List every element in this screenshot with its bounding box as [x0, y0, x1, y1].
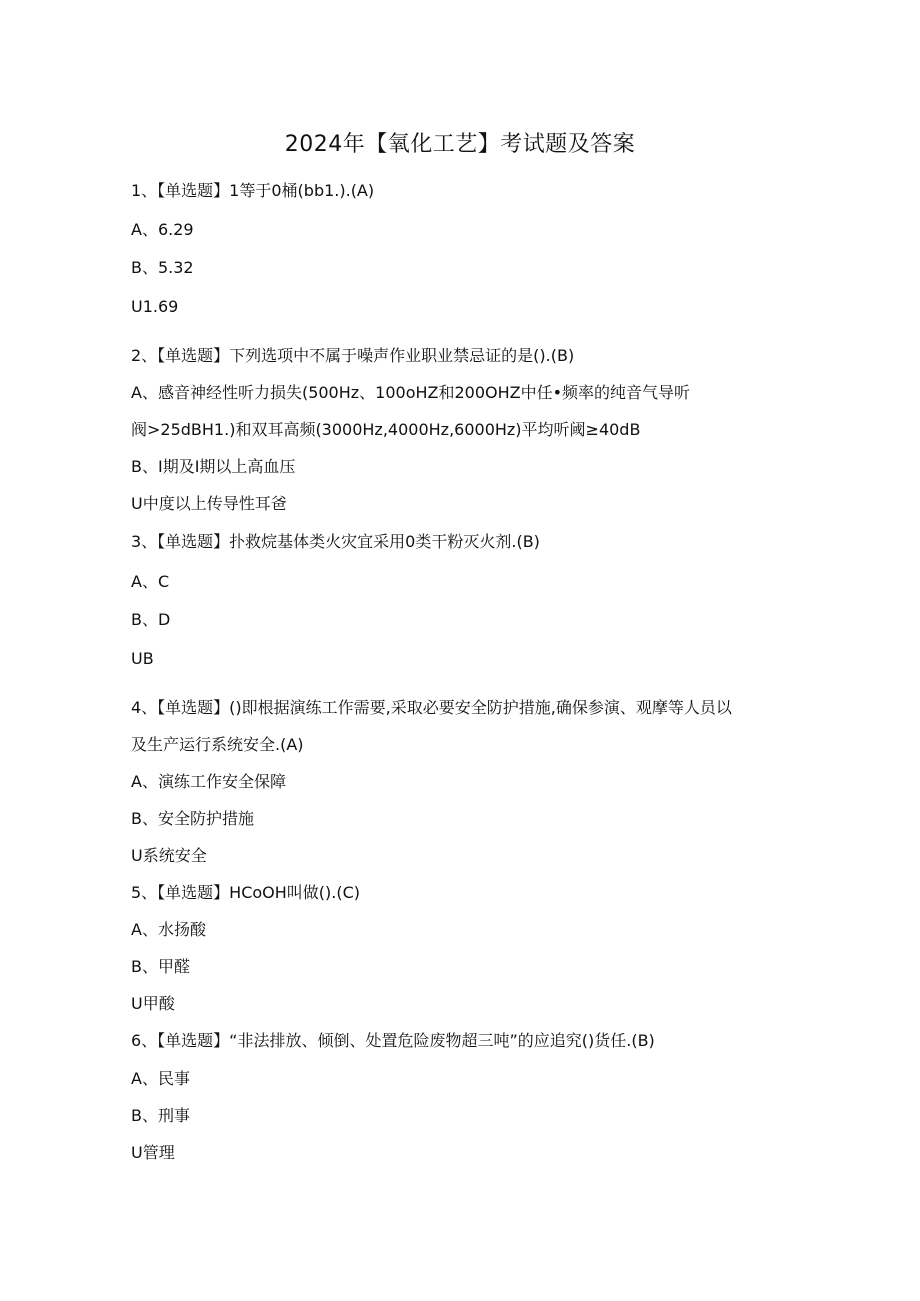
question-2-option-c: U中度以上传导性耳爸 [131, 494, 287, 513]
question-2-option-b: B、I期及I期以上高血压 [131, 457, 296, 476]
question-4-stem-line-1: 4、【单选题】()即根据演练工作需要,采取必要安全防护措施,确保参演、观摩等人员以 [131, 698, 732, 717]
question-6-stem: 6、【单选题】“非法排放、倾倒、处置危险废物超三吨”的应追究()货任.(B) [131, 1031, 655, 1050]
question-5-stem: 5、【单选题】HCoOH叫做().(C) [131, 883, 361, 902]
question-6-option-c: U管理 [131, 1143, 175, 1162]
question-4-option-c: U系统安全 [131, 846, 207, 865]
question-1-option-c: U1.69 [131, 297, 179, 316]
question-2-option-a-line-1: A、感音神经性听力损失(500Hz、100oHZ和200OHZ中任•频率的纯音气导听 [131, 383, 691, 402]
document-title: 2024年【氧化工艺】考试题及答案 [284, 132, 636, 157]
question-1-option-b: B、5.32 [131, 258, 194, 277]
question-4-option-a: A、演练工作安全保障 [131, 772, 286, 791]
question-5-option-c: U甲酸 [131, 994, 175, 1013]
question-2-option-a-line-2: 阀>25dBH1.)和双耳高频(3000Hz,4000Hz,6000Hz)平均听阈≥40dB [131, 420, 641, 439]
question-3-option-a: A、C [131, 572, 170, 591]
question-6-option-a: A、民事 [131, 1069, 190, 1088]
question-3-stem: 3、【单选题】扑救烷基体类火灾宜采用0类干粉灭火剂.(B) [131, 532, 540, 551]
question-4-option-b: B、安全防护措施 [131, 809, 254, 828]
question-1-option-a: A、6.29 [131, 220, 194, 239]
question-1-stem: 1、【单选题】1等于0桶(bb1.).(A) [131, 181, 375, 200]
question-3-option-b: B、D [131, 610, 171, 629]
question-5-option-a: A、水扬酸 [131, 920, 206, 939]
question-2-stem: 2、【单选题】下列选项中不属于噪声作业职业禁忌证的是().(B) [131, 346, 575, 365]
question-5-option-b: B、甲醛 [131, 957, 190, 976]
question-3-option-c: UB [131, 649, 154, 668]
question-4-stem-line-2: 及生产运行系统安全.(A) [131, 735, 304, 754]
question-6-option-b: B、刑事 [131, 1106, 190, 1125]
